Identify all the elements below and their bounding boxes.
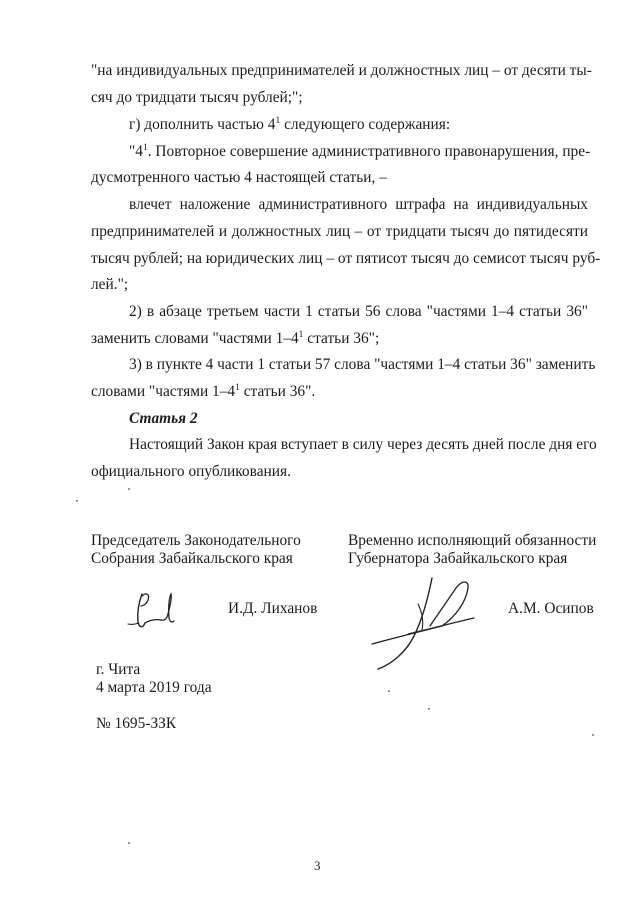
article-heading: Статья 2 <box>129 410 198 427</box>
scan-speck <box>428 708 430 710</box>
body-line: Настоящий Закон края вступает в силу через десять дней после дня его <box>129 436 597 453</box>
right-signatory-title: Временно исполняющий обязанности <box>348 532 597 549</box>
body-line: сяч до тридцати тысяч рублей;"; <box>91 89 303 106</box>
city-label: г. Чита <box>96 661 141 678</box>
body-line: г) дополнить частью $4^1$ следующего содержания: <box>129 116 451 133</box>
body-line: дусмотренного частью 4 настоящей статьи, – <box>91 169 387 186</box>
body-line: 2) в абзаце третьем части 1 статьи 56 слова "частями 1–4 статьи 36" <box>129 303 588 320</box>
scan-speck <box>128 842 130 844</box>
right-handwritten-signature <box>368 574 498 672</box>
body-line: предпринимателей и должностных лиц – от тридцати тысяч до пятидесяти <box>91 223 588 240</box>
body-line: "$4^1$. Повторное совершение административного правонарушения, пре- <box>129 143 591 160</box>
body-line: 3) в пункте 4 части 1 статьи 57 слова "частями 1–4 статьи 36" заменить <box>129 356 596 373</box>
body-line: тысяч рублей; на юридических лиц – от пятисот тысяч до семисот тысяч руб- <box>91 250 601 267</box>
body-line: лей."; <box>91 276 129 293</box>
left-signatory-title: Председатель Законодательного <box>91 532 301 549</box>
left-signatory-name: И.Д. Лиханов <box>228 600 318 617</box>
body-line: официального опубликования. <box>91 463 291 480</box>
left-signatory-title: Собрания Забайкальского края <box>91 550 293 567</box>
scan-speck <box>76 500 78 502</box>
left-handwritten-signature <box>112 586 192 632</box>
law-number: № 1695-ЗЗК <box>96 715 177 732</box>
right-signatory-title: Губернатора Забайкальского края <box>348 550 568 567</box>
scan-speck <box>388 690 390 692</box>
right-signatory-name: А.М. Осипов <box>508 600 594 617</box>
page-number: 3 <box>314 858 321 873</box>
body-line: заменить словами "частями $1-4^1$ статьи 36"; <box>91 330 380 347</box>
date-label: 4 марта 2019 года <box>96 679 212 696</box>
body-line: "на индивидуальных предпринимателей и должностных лиц – от десяти ты- <box>91 62 592 79</box>
body-line: влечет наложение административного штрафа на индивидуальных <box>129 196 588 213</box>
scan-speck <box>592 734 594 736</box>
body-line: словами "частями $1-4^1$ статьи 36". <box>91 383 316 400</box>
scan-speck <box>128 488 130 490</box>
